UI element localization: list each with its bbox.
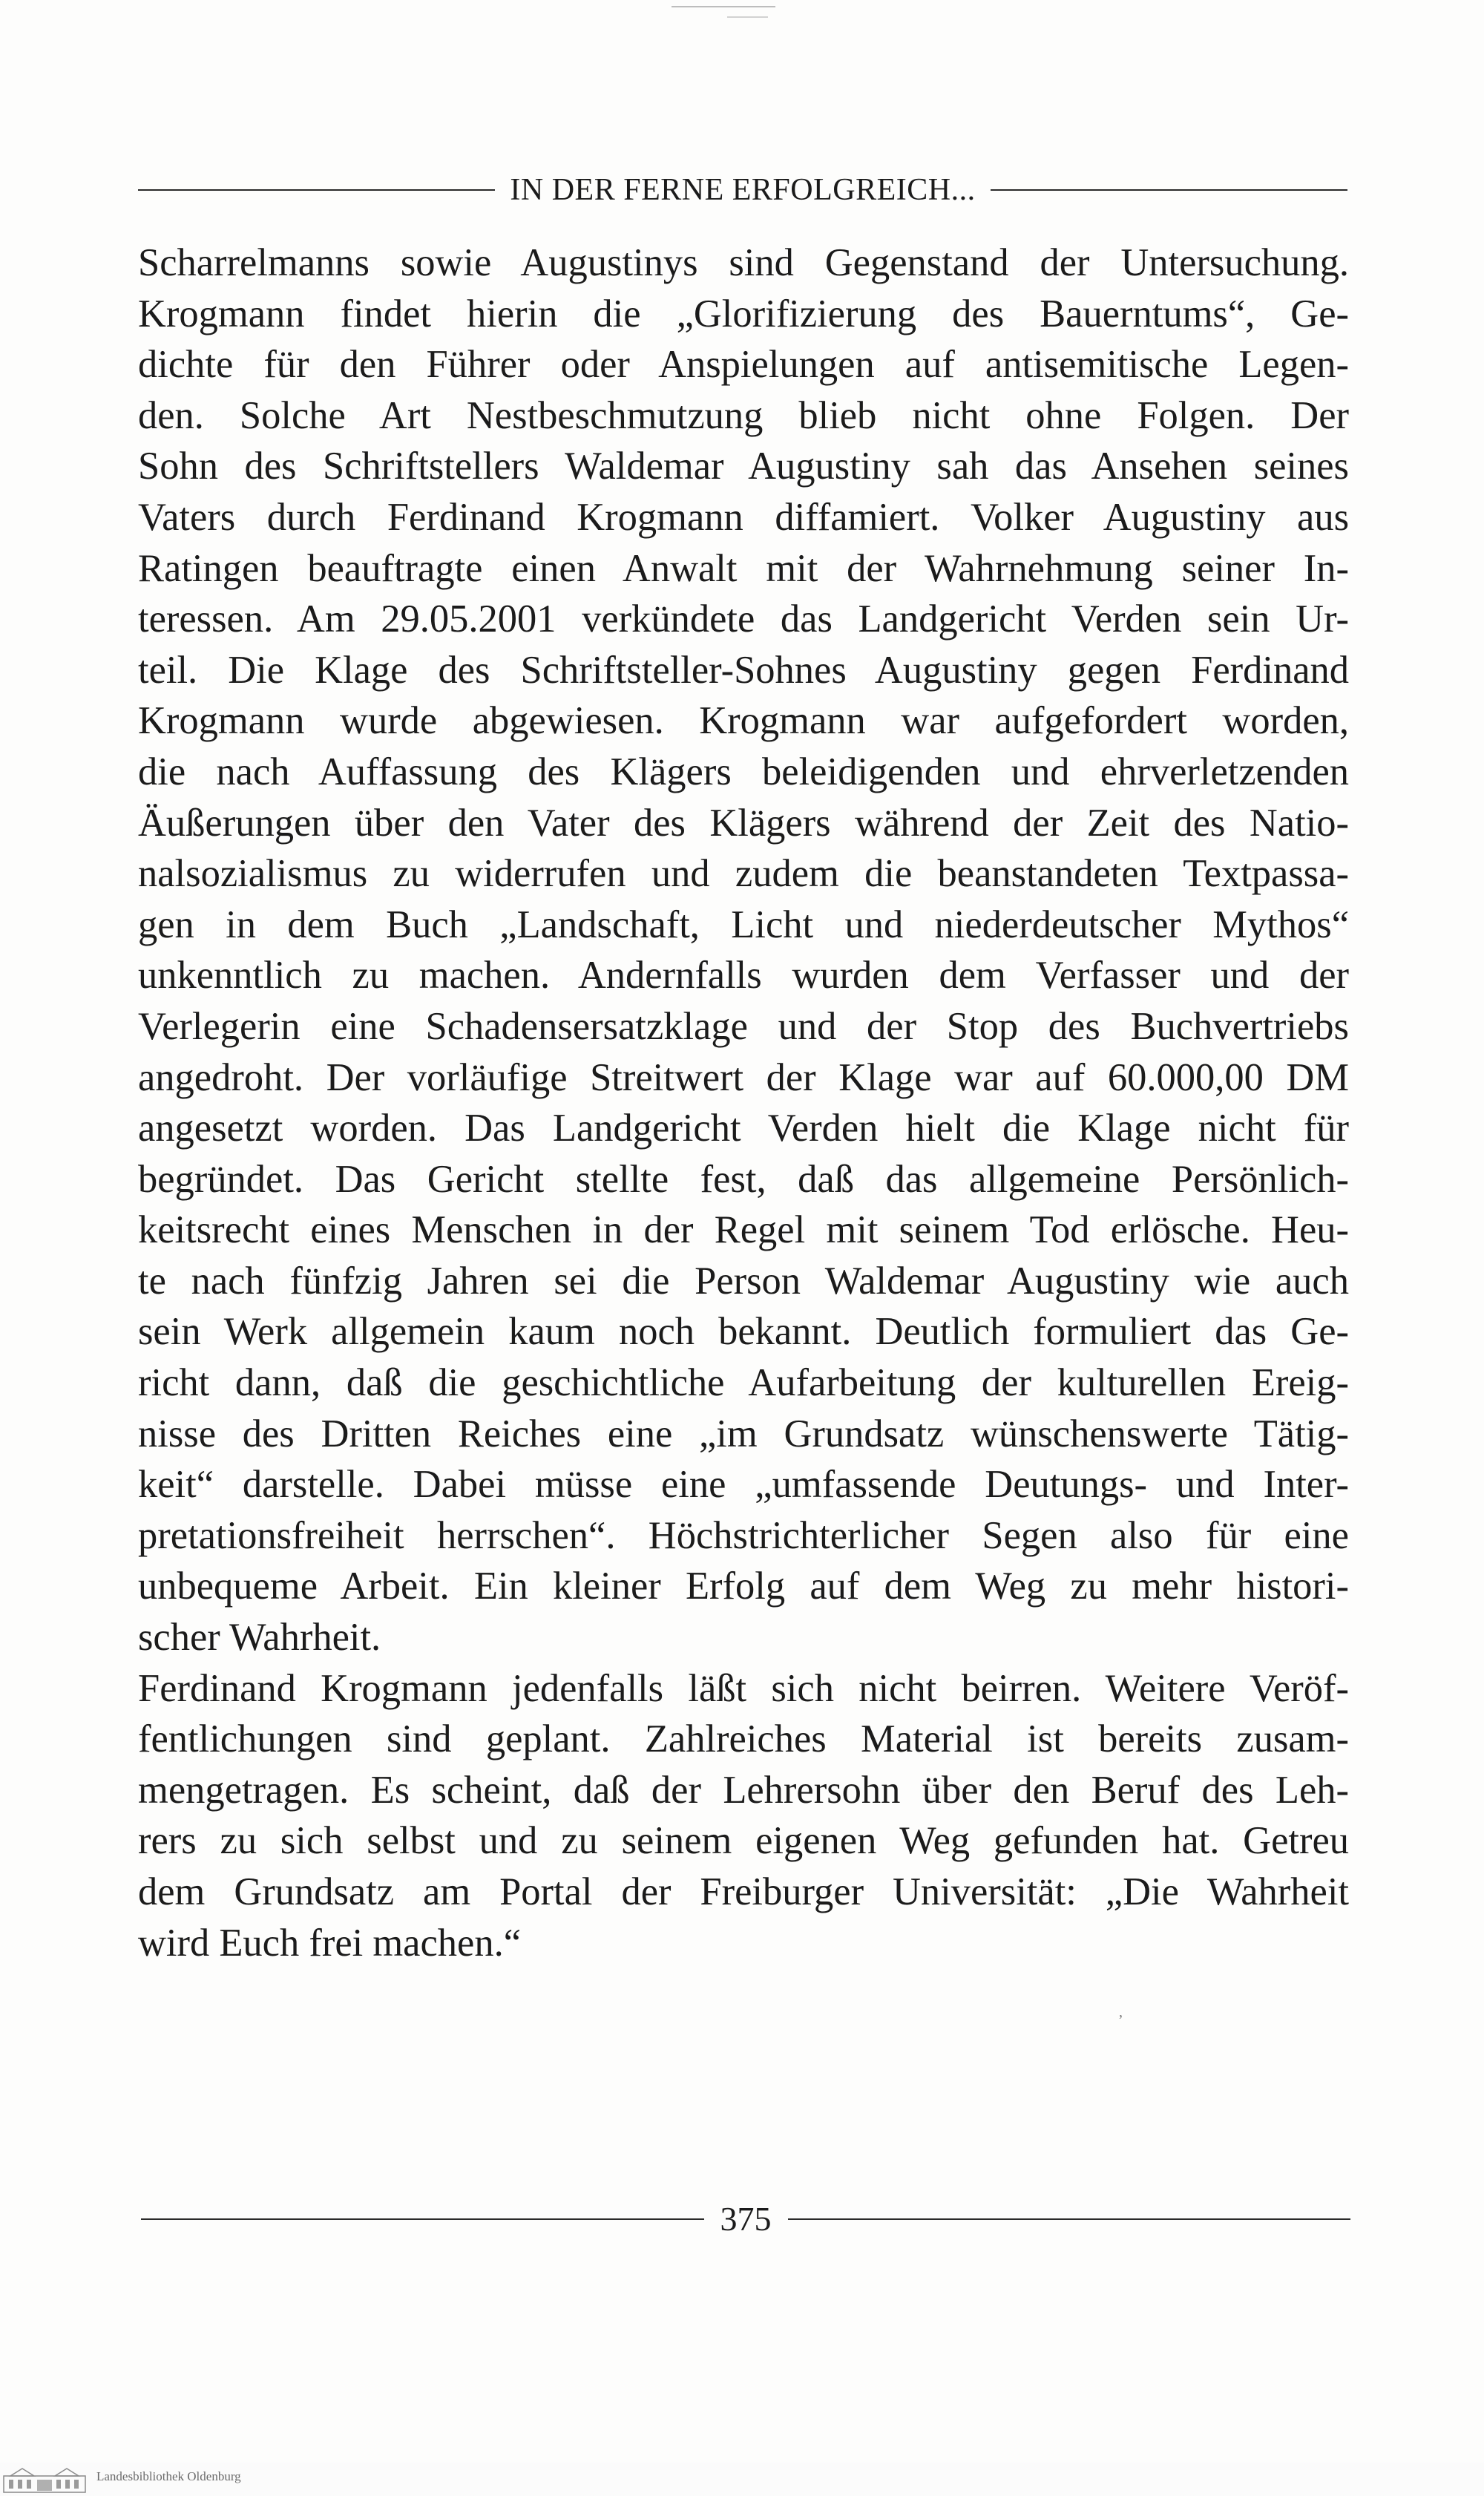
text-line: keitsrecht eines Menschen in der Regel mit seinem Tod erlösche. Heu- [138, 1208, 1349, 1252]
running-head [138, 168, 1347, 212]
text-line: begründet. Das Gericht stellte fest, daß das allgemeine Persönlich- [138, 1157, 1349, 1201]
running-head-title: IN DER FERNE ERFOLGREICH... [510, 173, 976, 207]
text-line: Ferdinand Krogmann jedenfalls läßt sich nicht beirren. Weitere Veröf- [138, 1666, 1349, 1710]
text-line: die nach Auffassung des Klägers beleidigenden und ehrverletzenden [138, 750, 1349, 793]
text-line: unkenntlich zu machen. Andernfalls wurden dem Verfasser und der [138, 954, 1349, 998]
body-text [138, 238, 1349, 1968]
text-line: fentlichungen sind geplant. Zahlreiches Material ist bereits zusam- [138, 1717, 1349, 1761]
text-line: gen in dem Buch „Landschaft, Licht und niederdeutscher Mythos“ [138, 903, 1349, 946]
text-line: Ratingen beauftragte einen Anwalt mit der Wahrnehmung seiner In- [138, 546, 1349, 590]
text-line: angesetzt worden. Das Landgericht Verden hielt die Klage nicht für [138, 1107, 1349, 1150]
page-number: 375 [720, 2200, 772, 2238]
text-line: nalsozialismus zu widerrufen und zudem die beanstandeten Textpassa- [138, 852, 1349, 896]
library-building-icon [3, 2466, 86, 2494]
text-line: keit“ darstelle. Dabei müsse eine „umfassende Deutungs- und Inter- [138, 1463, 1349, 1507]
text-line: sein Werk allgemein kaum noch bekannt. Deutlich formuliert das Ge- [138, 1310, 1349, 1354]
text-line: Krogmann findet hierin die „Glorifizierung des Bauerntums“, Ge- [138, 292, 1349, 335]
text-line: te nach fünfzig Jahren sei die Person Waldemar Augustiny wie auch [138, 1259, 1349, 1303]
text-line: rers zu sich selbst und zu seinem eigenen Weg gefunden hat. Getreu [138, 1819, 1349, 1863]
running-head-rule-right [991, 189, 1347, 191]
stray-print-mark: , [1119, 2004, 1123, 2020]
text-line: Krogmann wurde abgewiesen. Krogmann war aufgefordert worden, [138, 699, 1349, 743]
text-line: unbequeme Arbeit. Ein kleiner Erfolg auf dem Weg zu mehr histori- [138, 1565, 1349, 1608]
text-line: Sohn des Schriftstellers Waldemar Augustiny sah das Ansehen seines [138, 445, 1349, 488]
scan-edge-mark-secondary [727, 16, 768, 18]
text-line: Scharrelmanns sowie Augustinys sind Gegenstand der Untersuchung. [138, 241, 1349, 284]
text-line: pretationsfreiheit herrschen“. Höchstrichterlicher Segen also für eine [138, 1513, 1349, 1557]
text-line: dem Grundsatz am Portal der Freiburger Universität: „Die Wahrheit [138, 1870, 1349, 1913]
text-line: Vaters durch Ferdinand Krogmann diffamiert. Volker Augustiny aus [138, 495, 1349, 539]
scan-edge-mark [672, 6, 775, 7]
text-line: mengetragen. Es scheint, daß der Lehrersohn über den Beruf des Leh- [138, 1768, 1349, 1812]
text-line: nisse des Dritten Reiches eine „im Grundsatz wünschenswerte Tätig- [138, 1412, 1349, 1455]
text-line: teil. Die Klage des Schriftsteller-Sohnes Augustiny gegen Ferdinand [138, 648, 1349, 692]
library-name: Landesbibliothek Oldenburg [96, 2469, 241, 2483]
text-line: teressen. Am 29.05.2001 verkündete das Landgericht Verden sein Ur- [138, 597, 1349, 641]
text-line: angedroht. Der vorläufige Streitwert der Klage war auf 60.000,00 DM [138, 1055, 1349, 1099]
text-line: scher Wahrheit. [138, 1616, 381, 1660]
text-line: Verlegerin eine Schadensersatzklage und der Stop des Buchvertriebs [138, 1004, 1349, 1048]
text-line: Äußerungen über den Vater des Klägers während der Zeit des Natio- [138, 801, 1349, 845]
running-head-rule-left [138, 189, 495, 191]
folio-rule-right [788, 2218, 1351, 2220]
text-line: wird Euch frei machen.“ [138, 1921, 522, 1965]
text-line: dichte für den Führer oder Anspielungen auf antisemitische Legen- [138, 343, 1349, 387]
page-footer-folio [141, 2197, 1350, 2241]
text-line: richt dann, daß die geschichtliche Aufarbeitung der kulturellen Ereig- [138, 1361, 1349, 1405]
text-line: den. Solche Art Nestbeschmutzung blieb nicht ohne Folgen. Der [138, 393, 1349, 437]
folio-rule-left [141, 2218, 704, 2220]
